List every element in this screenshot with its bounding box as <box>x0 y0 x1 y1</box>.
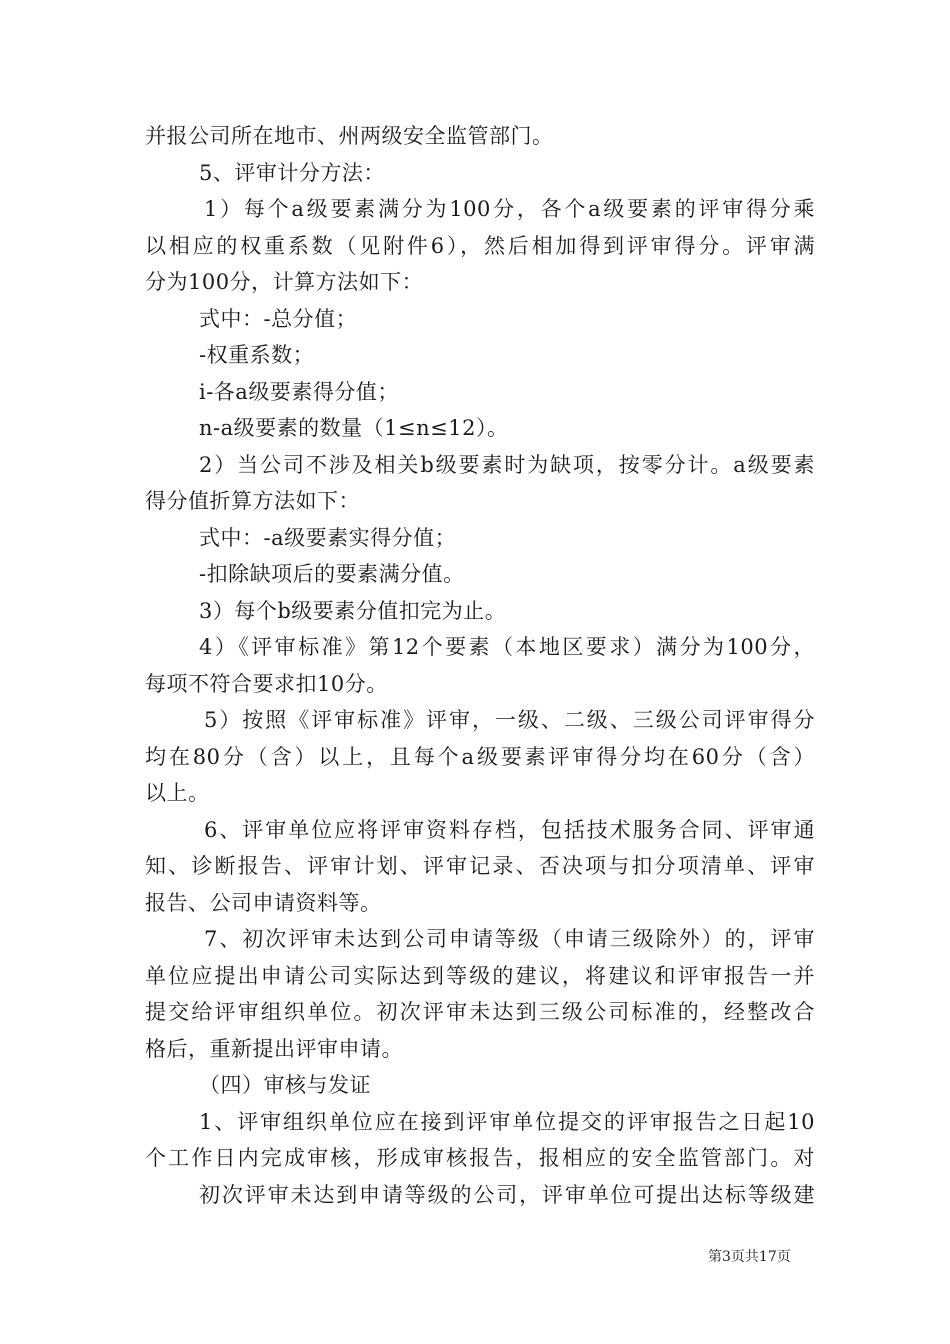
page-number: 第3页共17页 <box>708 1249 791 1265</box>
section-heading: （四）审核与发证 <box>199 1073 371 1097</box>
text-line: 个工作日内完成审核，形成审核报告，报相应的安全监管部门。对 <box>145 1146 815 1170</box>
text-line: 7、初次评审未达到公司申请等级（申请三级除外）的，评审 <box>204 927 815 951</box>
text-line: 4）《评审标准》第12个要素（本地区要求）满分为100分， <box>199 635 815 659</box>
text-line: 3）每个b级要素分值扣完为止。 <box>199 598 507 623</box>
text-line: 式中：-a级要素实得分值； <box>199 525 457 550</box>
text-line: 并报公司所在地市、州两级安全监管部门。 <box>145 124 554 148</box>
text-line: 单位应提出申请公司实际达到等级的建议，将建议和评审报告一并 <box>145 963 815 988</box>
text-line: 5、评审计分方法： <box>199 160 385 185</box>
text-line: -权重系数； <box>199 343 315 367</box>
text-line: 2）当公司不涉及相关b级要素时为缺项，按零分计。a级要素 <box>199 452 815 477</box>
text-line: 提交给评审组织单位。初次评审未达到三级公司标准的，经整改合 <box>145 1000 815 1024</box>
text-line: 6、评审单位应将评审资料存档，包括技术服务合同、评审通 <box>204 817 815 842</box>
text-line: 报告、公司申请资料等。 <box>145 890 382 915</box>
text-line: 1）每个a级要素满分为100分，各个a级要素的评审得分乘 <box>204 197 815 221</box>
text-line: 每项不符合要求扣10分。 <box>145 671 388 696</box>
text-line: 知、诊断报告、评审计划、评审记录、否决项与扣分项清单、评审 <box>145 854 815 878</box>
text-line: 分为100分，计算方法如下： <box>145 270 424 294</box>
text-line: 格后，重新提出评审申请。 <box>145 1036 403 1061</box>
text-line: 式中：-总分值； <box>199 306 358 331</box>
text-line: 以上。 <box>145 781 210 805</box>
text-line: 以相应的权重系数（见附件6），然后相加得到评审得分。评审满 <box>145 233 815 258</box>
text-line: -扣除缺项后的要素满分值。 <box>199 562 465 586</box>
text-line: 5）按照《评审标准》评审，一级、二级、三级公司评审得分 <box>204 708 815 732</box>
text-line: 1、评审组织单位应在接到评审单位提交的评审报告之日起10 <box>199 1109 815 1134</box>
document-body <box>145 118 815 1213</box>
text-line: n-a级要素的数量（1≤n≤12）。 <box>199 416 509 440</box>
text-line: 初次评审未达到申请等级的公司，评审单位可提出达标等级建 <box>199 1182 815 1207</box>
text-line: 得分值折算方法如下： <box>145 489 360 513</box>
text-line: 均在80分（含）以上，且每个a级要素评审得分均在60分（含） <box>145 744 815 769</box>
text-line: i-各a级要素得分值； <box>199 379 399 404</box>
